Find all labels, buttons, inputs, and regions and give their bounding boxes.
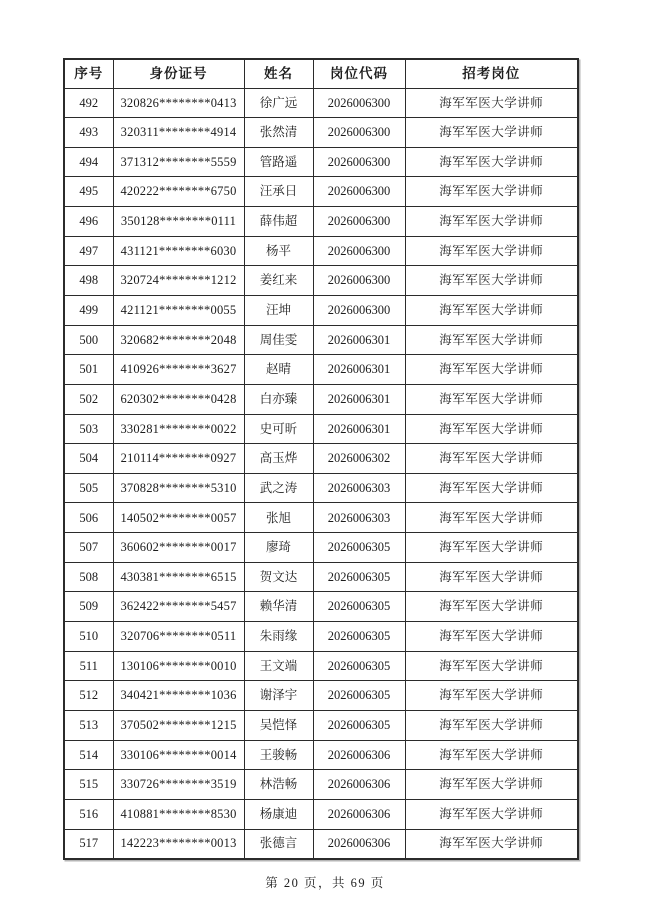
cell-name: 林浩畅 <box>244 770 313 800</box>
cell-position: 海军军医大学讲师 <box>405 147 578 177</box>
cell-id: 320724********1212 <box>113 266 244 296</box>
cell-code: 2026006305 <box>313 592 405 622</box>
page-number-footer: 第 20 页，共 69 页 <box>265 876 385 890</box>
cell-code: 2026006300 <box>313 295 405 325</box>
cell-code: 2026006305 <box>313 710 405 740</box>
table-row <box>64 651 578 681</box>
cell-id: 142223********0013 <box>113 829 244 859</box>
cell-serial: 511 <box>64 651 113 681</box>
cell-position: 海军军医大学讲师 <box>405 325 578 355</box>
cell-name: 武之涛 <box>244 473 313 503</box>
cell-serial: 508 <box>64 562 113 592</box>
cell-serial: 516 <box>64 799 113 829</box>
cell-id: 371312********5559 <box>113 147 244 177</box>
cell-code: 2026006300 <box>313 266 405 296</box>
cell-serial: 510 <box>64 622 113 652</box>
cell-name: 薛伟超 <box>244 207 313 237</box>
cell-serial: 512 <box>64 681 113 711</box>
cell-code: 2026006306 <box>313 740 405 770</box>
recruitment-roster-table <box>63 58 579 860</box>
cell-id: 330281********0022 <box>113 414 244 444</box>
cell-name: 张旭 <box>244 503 313 533</box>
table-row <box>64 710 578 740</box>
cell-code: 2026006300 <box>313 118 405 148</box>
cell-code: 2026006306 <box>313 829 405 859</box>
cell-position: 海军军医大学讲师 <box>405 710 578 740</box>
cell-serial: 517 <box>64 829 113 859</box>
cell-position: 海军军医大学讲师 <box>405 118 578 148</box>
cell-serial: 505 <box>64 473 113 503</box>
cell-code: 2026006301 <box>313 384 405 414</box>
cell-id: 210114********0927 <box>113 444 244 474</box>
cell-name: 汪坤 <box>244 295 313 325</box>
table-row <box>64 473 578 503</box>
table-row <box>64 325 578 355</box>
cell-id: 330726********3519 <box>113 770 244 800</box>
cell-serial: 495 <box>64 177 113 207</box>
cell-position: 海军军医大学讲师 <box>405 622 578 652</box>
table-row <box>64 88 578 118</box>
header-cell-id-number: 身份证号 <box>113 59 244 88</box>
cell-code: 2026006303 <box>313 473 405 503</box>
cell-id: 330106********0014 <box>113 740 244 770</box>
cell-serial: 494 <box>64 147 113 177</box>
cell-serial: 502 <box>64 384 113 414</box>
cell-code: 2026006305 <box>313 681 405 711</box>
table-row <box>64 592 578 622</box>
cell-position: 海军军医大学讲师 <box>405 503 578 533</box>
cell-id: 620302********0428 <box>113 384 244 414</box>
cell-id: 320311********4914 <box>113 118 244 148</box>
cell-name: 姜红来 <box>244 266 313 296</box>
table-row <box>64 236 578 266</box>
cell-code: 2026006301 <box>313 355 405 385</box>
cell-id: 350128********0111 <box>113 207 244 237</box>
cell-position: 海军军医大学讲师 <box>405 266 578 296</box>
cell-name: 贺文达 <box>244 562 313 592</box>
cell-id: 421121********0055 <box>113 295 244 325</box>
cell-position: 海军军医大学讲师 <box>405 177 578 207</box>
cell-position: 海军军医大学讲师 <box>405 355 578 385</box>
cell-serial: 514 <box>64 740 113 770</box>
cell-id: 430381********6515 <box>113 562 244 592</box>
cell-name: 王骏畅 <box>244 740 313 770</box>
cell-code: 2026006305 <box>313 651 405 681</box>
cell-name: 高玉烨 <box>244 444 313 474</box>
cell-code: 2026006300 <box>313 88 405 118</box>
cell-serial: 513 <box>64 710 113 740</box>
header-cell-position: 招考岗位 <box>405 59 578 88</box>
cell-position: 海军军医大学讲师 <box>405 533 578 563</box>
cell-position: 海军军医大学讲师 <box>405 770 578 800</box>
header-cell-job-code: 岗位代码 <box>313 59 405 88</box>
cell-position: 海军军医大学讲师 <box>405 651 578 681</box>
cell-name: 杨平 <box>244 236 313 266</box>
cell-code: 2026006301 <box>313 325 405 355</box>
cell-position: 海军军医大学讲师 <box>405 592 578 622</box>
cell-code: 2026006300 <box>313 177 405 207</box>
cell-name: 白亦臻 <box>244 384 313 414</box>
cell-code: 2026006305 <box>313 533 405 563</box>
table-row <box>64 295 578 325</box>
cell-id: 340421********1036 <box>113 681 244 711</box>
cell-position: 海军军医大学讲师 <box>405 236 578 266</box>
cell-id: 320706********0511 <box>113 622 244 652</box>
cell-name: 杨康迪 <box>244 799 313 829</box>
table-row <box>64 829 578 859</box>
cell-name: 周佳雯 <box>244 325 313 355</box>
cell-serial: 501 <box>64 355 113 385</box>
cell-id: 360602********0017 <box>113 533 244 563</box>
cell-code: 2026006306 <box>313 770 405 800</box>
cell-name: 张然清 <box>244 118 313 148</box>
cell-code: 2026006305 <box>313 622 405 652</box>
cell-name: 汪承日 <box>244 177 313 207</box>
table-body <box>64 88 578 859</box>
cell-serial: 496 <box>64 207 113 237</box>
cell-name: 吴恺怿 <box>244 710 313 740</box>
table-row <box>64 444 578 474</box>
table-row <box>64 503 578 533</box>
cell-name: 赖华清 <box>244 592 313 622</box>
header-cell-name: 姓名 <box>244 59 313 88</box>
cell-position: 海军军医大学讲师 <box>405 829 578 859</box>
cell-id: 431121********6030 <box>113 236 244 266</box>
cell-id: 320826********0413 <box>113 88 244 118</box>
cell-serial: 492 <box>64 88 113 118</box>
cell-position: 海军军医大学讲师 <box>405 799 578 829</box>
table-row <box>64 266 578 296</box>
table-row <box>64 118 578 148</box>
cell-id: 370502********1215 <box>113 710 244 740</box>
cell-position: 海军军医大学讲师 <box>405 740 578 770</box>
cell-name: 王文端 <box>244 651 313 681</box>
table-row <box>64 414 578 444</box>
cell-id: 420222********6750 <box>113 177 244 207</box>
cell-position: 海军军医大学讲师 <box>405 295 578 325</box>
cell-position: 海军军医大学讲师 <box>405 473 578 503</box>
table-row <box>64 622 578 652</box>
cell-serial: 497 <box>64 236 113 266</box>
cell-id: 130106********0010 <box>113 651 244 681</box>
table-row <box>64 384 578 414</box>
cell-code: 2026006306 <box>313 799 405 829</box>
table-row <box>64 562 578 592</box>
cell-serial: 515 <box>64 770 113 800</box>
cell-position: 海军军医大学讲师 <box>405 562 578 592</box>
cell-name: 张德言 <box>244 829 313 859</box>
cell-serial: 500 <box>64 325 113 355</box>
table-row <box>64 207 578 237</box>
table-row <box>64 177 578 207</box>
cell-code: 2026006300 <box>313 207 405 237</box>
cell-name: 徐广远 <box>244 88 313 118</box>
cell-position: 海军军医大学讲师 <box>405 88 578 118</box>
table-header-row <box>64 59 578 88</box>
cell-serial: 509 <box>64 592 113 622</box>
cell-id: 362422********5457 <box>113 592 244 622</box>
cell-serial: 503 <box>64 414 113 444</box>
cell-serial: 504 <box>64 444 113 474</box>
cell-id: 410926********3627 <box>113 355 244 385</box>
cell-id: 320682********2048 <box>113 325 244 355</box>
cell-code: 2026006305 <box>313 562 405 592</box>
cell-position: 海军军医大学讲师 <box>405 444 578 474</box>
table-row <box>64 799 578 829</box>
cell-position: 海军军医大学讲师 <box>405 414 578 444</box>
cell-serial: 493 <box>64 118 113 148</box>
table-row <box>64 147 578 177</box>
cell-serial: 507 <box>64 533 113 563</box>
header-cell-serial: 序号 <box>64 59 113 88</box>
cell-name: 朱雨缘 <box>244 622 313 652</box>
cell-position: 海军军医大学讲师 <box>405 681 578 711</box>
cell-name: 廖琦 <box>244 533 313 563</box>
cell-code: 2026006302 <box>313 444 405 474</box>
cell-id: 140502********0057 <box>113 503 244 533</box>
table-row <box>64 770 578 800</box>
cell-code: 2026006300 <box>313 236 405 266</box>
cell-name: 赵晴 <box>244 355 313 385</box>
cell-name: 管路遥 <box>244 147 313 177</box>
cell-name: 谢泽宇 <box>244 681 313 711</box>
cell-name: 史可昕 <box>244 414 313 444</box>
table-row <box>64 681 578 711</box>
table-row <box>64 533 578 563</box>
cell-serial: 506 <box>64 503 113 533</box>
cell-id: 370828********5310 <box>113 473 244 503</box>
cell-serial: 499 <box>64 295 113 325</box>
cell-code: 2026006303 <box>313 503 405 533</box>
cell-position: 海军军医大学讲师 <box>405 384 578 414</box>
cell-serial: 498 <box>64 266 113 296</box>
cell-position: 海军军医大学讲师 <box>405 207 578 237</box>
cell-code: 2026006300 <box>313 147 405 177</box>
table-header <box>64 59 578 88</box>
cell-code: 2026006301 <box>313 414 405 444</box>
table-row <box>64 355 578 385</box>
cell-id: 410881********8530 <box>113 799 244 829</box>
table-row <box>64 740 578 770</box>
